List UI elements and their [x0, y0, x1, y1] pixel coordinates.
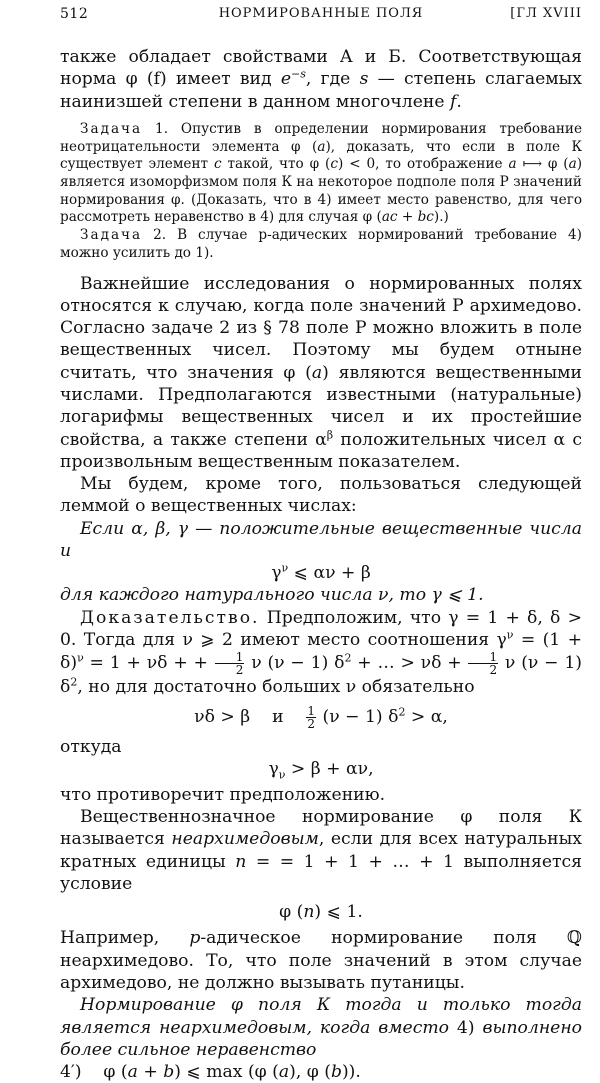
page-number: 512: [60, 6, 89, 22]
word-whence: откуда: [60, 736, 122, 757]
paragraph-continuation: также обладает свойствами А и Б. Соответствующая норма φ (f) имеет вид $e^{-s}$, где s — степень слагаемых наинизшей степени в данном многочлене f.: [60, 47, 582, 112]
double-struck-q: ℚ: [567, 928, 582, 949]
paragraph-archimedean: Важнейшие исследования о нормированных полях относятся к случаю, когда поле значений Р архимедово. Согласно задаче 2 из § 78 поле Р можно вложить в поле вещественных чисел. Поэтому мы будем отныне считать, что значения φ (a) являются вещественными числами. Предполагаются известными (натуральные) логарифмы вещественных чисел и их простейшие свойства, а также степени $\alpha^\beta$ положительных чисел α с произвольным вещественным показателем.: [60, 273, 582, 472]
exercise-2: Задача 2. В случае p-адических нормирований требование 4) можно усилить до 1).: [60, 227, 582, 261]
chapter-label: [ГЛ XVIII: [510, 6, 582, 21]
main-text: [60, 46, 582, 1083]
exercise-1: Задача 1. Опустив в определении нормирования требование неотрицательности элемента φ (a), доказать, что если в поле К существует элемент c такой, что φ (c) < 0, то отображение a ⟼ φ (a) является изоморфизмом поля К на некоторое подполе поля Р значений нормирования φ. (Доказать, что в 4) имеет место равенство, для чего рассмотреть неравенство в 4) для случая φ (ac + bc).): [60, 120, 583, 226]
example-paragraph: Например, p-адическое нормирование поля ℚ неархимедово. То, что поле значений в этом случае архимедово, не должно вызывать путаницы.: [60, 928, 582, 993]
formula-lemma: $\gamma^\nu$ ⩽ αν + β: [271, 561, 371, 584]
paragraph-lemma-intro: Мы будем, кроме того, пользоваться следующей леммой о вещественных числах:: [60, 474, 582, 517]
lemma-conclusion: для каждого натурального числа ν, то γ ⩽ 1.: [60, 585, 484, 606]
running-title: НОРМИРОВАННЫЕ ПОЛЯ: [218, 6, 424, 21]
formula-conditions: νδ > β и $\frac{1}{2}$ (ν − 1) $\delta^2 > \alpha$,: [194, 703, 448, 731]
proof-paragraph: Доказательство. Предположим, что γ = 1 + δ, δ > 0. Тогда для ν ⩾ 2 имеют место соотношения $\gamma^\nu = (1 + \delta)^\nu = 1 + \nu\delta$ + + $\frac{1}{2}$ ν (ν − 1) $\delta^2$ + … > νδ + $\frac{1}{2}$ ν (ν − 1) $\delta^2$, но для достаточно больших ν обязательно: [60, 607, 583, 698]
definition-nonarchimedean: Вещественнозначное нормирование φ поля К называется неархимедовым, если для всех натуральных кратных единицы n = = 1 + 1 + … + 1 выполняется условие: [60, 807, 582, 895]
theorem-statement: Нормирование φ поля К тогда и только тогда является неархимедовым, когда вместо 4) выполнено более сильное неравенство: [60, 995, 582, 1060]
lemma-statement: Если α, β, γ — положительные вещественные числа и: [60, 518, 582, 562]
formula-condition: φ (n) ⩽ 1.: [279, 902, 363, 923]
running-header: [60, 6, 582, 28]
contradiction-text: что противоречит предположению.: [60, 784, 386, 805]
formula-4prime: 4′) φ (a + b) ⩽ max (φ (a), φ (b)).: [60, 1062, 361, 1083]
formula-contradiction: $\gamma_\nu > \beta + \alpha\nu$,: [268, 758, 374, 782]
